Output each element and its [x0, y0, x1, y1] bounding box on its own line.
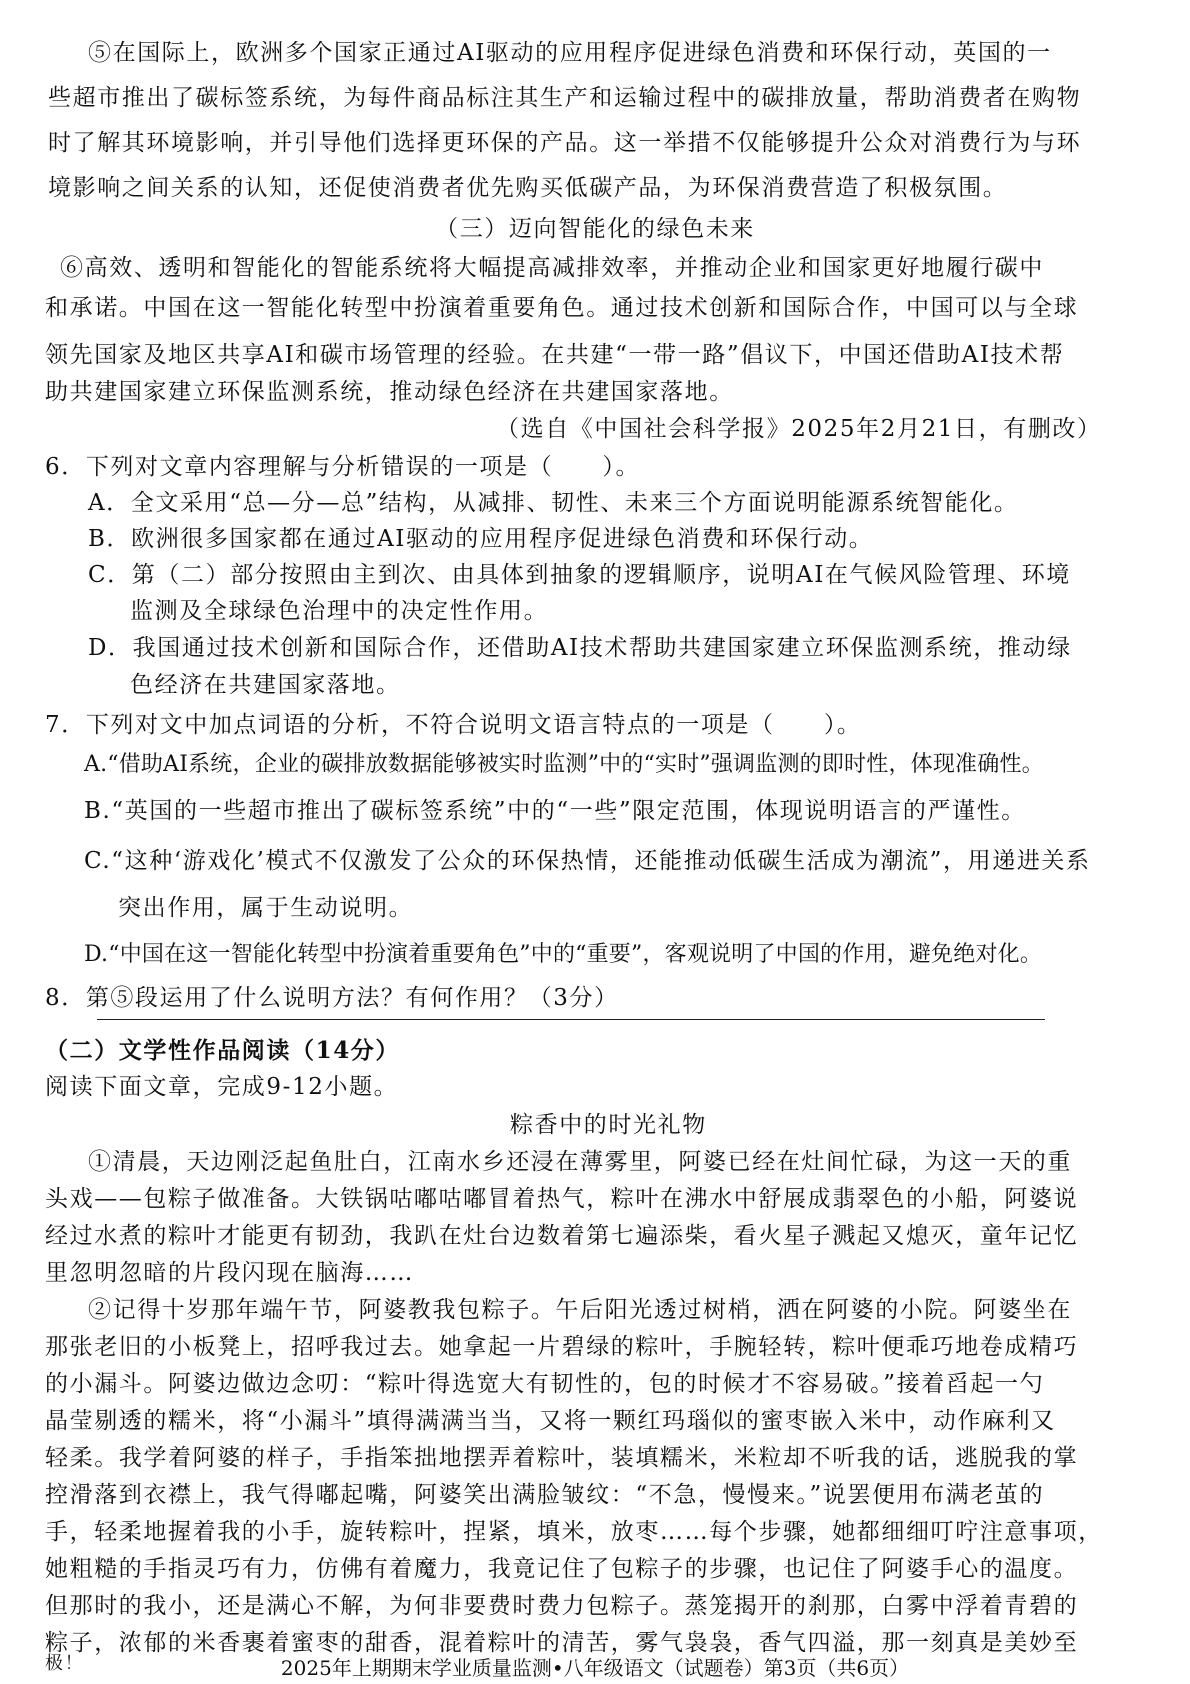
- q6-option-b: B．欧洲很多国家都在通过AI驱动的应用程序促进绿色消费和环保行动。: [88, 526, 874, 552]
- story-p2-line-3: 的小漏斗。阿婆边做边念叨：“粽叶得选宽大有韧性的，包的时候才不容易破。”接着舀起一勺: [45, 1371, 1045, 1397]
- story-p2-line-4: 晶莹剔透的糯米，将“小漏斗”填得满满当当，又将一颗红玛瑙似的蜜枣嵌入米中，动作麻利又: [45, 1408, 1056, 1434]
- q7-option-c-line-2: 突出作用，属于生动说明。: [118, 895, 414, 921]
- q6-option-d-line-1: D．我国通过技术创新和国际合作，还借助AI技术帮助共建国家建立环保监测系统，推动绿: [88, 635, 1072, 661]
- section2-instruction: 阅读下面文章，完成9-12小题。: [45, 1074, 399, 1100]
- story-p2-line-8: 她粗糙的手指灵巧有力，仿佛有着魔力，我竟记住了包粽子的步骤，也记住了阿婆手心的温度。: [45, 1556, 1079, 1582]
- q7-option-c-line-1: C.“这种‘游戏化’模式不仅激发了公众的环保热情，还能推动低碳生活成为潮流”，用递进关系: [84, 848, 1091, 874]
- q6-option-d-line-2: 色经济在共建国家落地。: [130, 672, 401, 698]
- p6-line-3: 领先国家及地区共享AI和碳市场管理的经验。在共建“一带一路”倡议下，中国还借助AI技术帮: [45, 342, 1065, 368]
- story-p2-line-6: 控滑落到衣襟上，我气得嘟起嘴，阿婆笑出满脸皱纹：“不急，慢慢来。”说罢便用布满老茧的: [45, 1482, 1045, 1508]
- p5-line-4: 境影响之间关系的认知，还促使消费者优先购买低碳产品，为环保消费营造了积极氛围。: [48, 175, 1008, 201]
- story-p2-line-9: 但那时的我小，还是满心不解，为何非要费时费力包粽子。蒸笼揭开的刹那，白雾中浮着青碧的: [45, 1593, 1079, 1619]
- source-citation: （选自《中国社会科学报》2025年2月21日，有删改）: [496, 416, 1102, 442]
- section2-heading: （二）文学性作品阅读（14分）: [45, 1037, 401, 1064]
- q6-stem: 6．下列对文章内容理解与分析错误的一项是（ ）。: [45, 454, 641, 480]
- q6-option-c-line-2: 监测及全球绿色治理中的决定性作用。: [130, 598, 549, 624]
- story-p1-line-3: 经过水煮的粽叶才能更有韧劲，我趴在灶台边数着第七遍添柴，看火星子溅起又熄灭，童年记忆: [45, 1223, 1079, 1249]
- p5-line-3: 时了解其环境影响，并引导他们选择更环保的产品。这一举措不仅能够提升公众对消费行为与环: [48, 130, 1082, 156]
- story-title: 粽香中的时光礼物: [510, 1112, 707, 1138]
- p5-line-2: 些超市推出了碳标签系统，为每件商品标注其生产和运输过程中的碳排放量，帮助消费者在购物: [48, 85, 1082, 111]
- q7-option-a: A.“借助AI系统，企业的碳排放数据能够被实时监测”中的“实时”强调监测的即时性，体现准确性。: [84, 752, 1044, 777]
- q6-option-c-line-1: C．第（二）部分按照由主到次、由具体到抽象的逻辑顺序，说明AI在气候风险管理、环境: [88, 562, 1071, 588]
- story-p1-line-1: ①清晨，天边刚泛起鱼肚白，江南水乡还浸在薄雾里，阿婆已经在灶间忙碌，为这一天的重: [88, 1149, 1072, 1175]
- story-p2-line-7: 手，轻柔地握着我的小手，旋转粽叶，捏紧，填米，放枣……每个步骤，她都细细叮咛注意事项，: [45, 1519, 1103, 1545]
- q7-option-d: D.“中国在这一智能化转型中扮演着重要角色”中的“重要”，客观说明了中国的作用，避免绝对化。: [84, 942, 1043, 967]
- p6-line-4: 助共建国家建立环保监测系统，推动绿色经济在共建国家落地。: [45, 379, 734, 405]
- story-p2-line-1: ②记得十岁那年端午节，阿婆教我包粽子。午后阳光透过树梢，洒在阿婆的小院。阿婆坐在: [88, 1297, 1072, 1323]
- p6-line-1: ⑥高效、透明和智能化的智能系统将大幅提高减排效率，并推动企业和国家更好地履行碳中: [60, 255, 1044, 281]
- story-p1-line-4: 里忽明忽暗的片段闪现在脑海……: [45, 1260, 414, 1286]
- q8-stem: 8．第⑤段运用了什么说明方法？有何作用？（3分）: [45, 985, 619, 1011]
- story-p2-line-5: 轻柔。我学着阿婆的样子，手指笨拙地摆弄着粽叶，装填糯米，米粒却不听我的话，逃脱我的掌: [45, 1445, 1079, 1471]
- story-p1-line-2: 头戏——包粽子做准备。大铁锅咕嘟咕嘟冒着热气，粽叶在沸水中舒展成翡翠色的小船，阿婆说: [45, 1186, 1079, 1212]
- story-p2-line-2: 那张老旧的小板凳上，招呼我过去。她拿起一片碧绿的粽叶，手腕轻转，粽叶便乖巧地卷成精巧: [45, 1334, 1079, 1360]
- page-footer: 2025年上期期末学业质量监测•八年级语文（试题卷）第3页（共6页）: [280, 1656, 910, 1680]
- p5-line-1: ⑤在国际上，欧洲多个国家正通过AI驱动的应用程序促进绿色消费和环保行动，英国的一: [88, 40, 1052, 66]
- section-divider: [97, 1019, 1045, 1020]
- story-p2-line-11: 极！: [45, 1653, 85, 1674]
- q7-stem: 7．下列对文中加点词语的分析，不符合说明文语言特点的一项是（ ）。: [45, 712, 862, 738]
- q7-option-b: B.“英国的一些超市推出了碳标签系统”中的“一些”限定范围，体现说明语言的严谨性。: [84, 798, 1026, 824]
- section3-title: （三）迈向智能化的绿色未来: [435, 216, 755, 242]
- story-p2-line-10: 粽子，浓郁的米香裹着蜜枣的甜香，混着粽叶的清苦，雾气袅袅，香气四溢，那一刻真是美妙至: [45, 1630, 1079, 1656]
- p6-line-2: 和承诺。中国在这一智能化转型中扮演着重要角色。通过技术创新和国际合作，中国可以与全球: [45, 295, 1079, 321]
- q6-option-a: A．全文采用“总—分—总”结构，从减排、韧性、未来三个方面说明能源系统智能化。: [88, 490, 1019, 516]
